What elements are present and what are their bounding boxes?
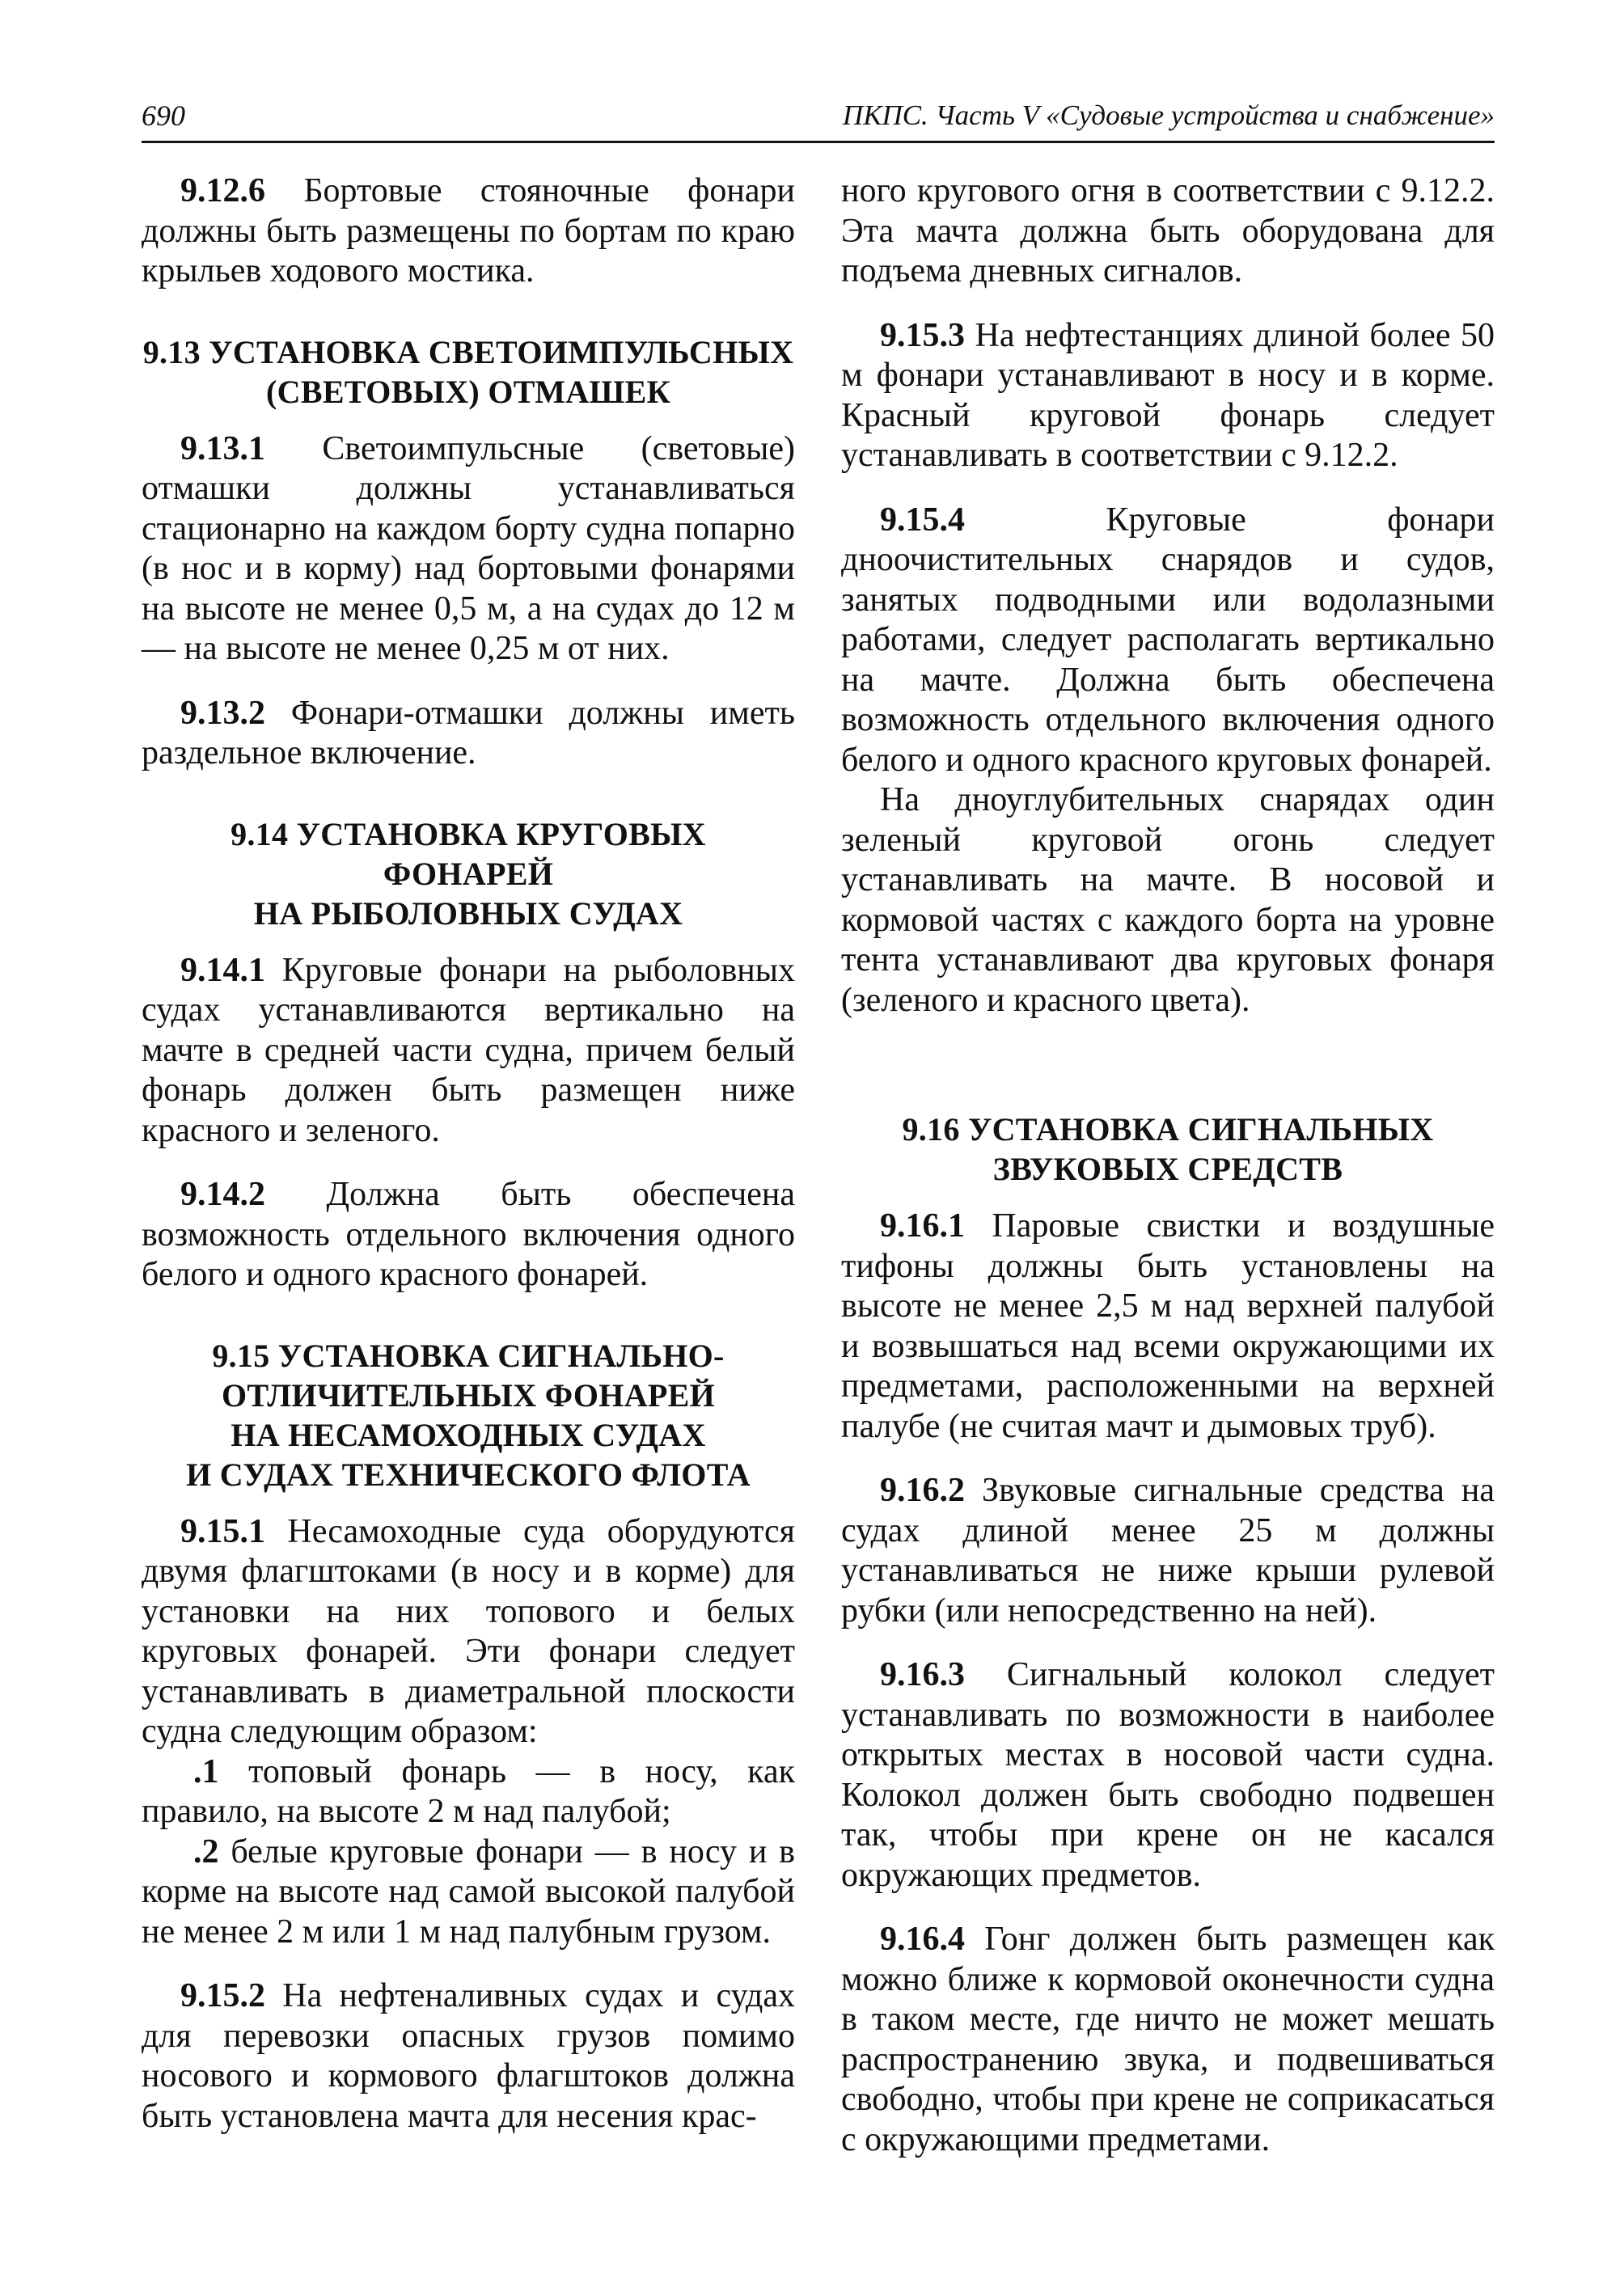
paragraph-dredgers: На дноуглубительных снарядах один зеленый круговой огонь следует устанавливать на мачте. В носовой и кормовой частях с каждого борта на уровне тента устанавливают два круговых фонаря (зеленого и красного цвета). [841, 781, 1495, 1019]
left-column [142, 171, 795, 2137]
list-item-2: .2 белые круговые фонари — в носу и в корме на высоте над самой высокой палубой не менее 2 м или 1 м над палубным грузом. [142, 1832, 795, 1951]
paragraph-9-15-2: 9.15.2 На нефтеналивных судах и судах для перевозки опасных грузов помимо носового и кормового флагштоков должна быть установлена мачта для несения крас- [142, 1977, 795, 2135]
paragraph-9-13-1: 9.13.1 Светоимпульсные (световые) отмашки должны устанавливаться стационарно на каждом борту судна попарно (в нос и в корму) над бортовыми фонарями на высоте не менее 0,5 м, а на судах до 12 м — на высоте не менее 0,25 м от них. [142, 429, 795, 667]
heading-9-15: 9.15 УСТАНОВКА СИГНАЛЬНО- ОТЛИЧИТЕЛЬНЫХ ФОНАРЕЙ НА НЕСАМОХОДНЫХ СУДАХ И СУДАХ ТЕХНИЧЕСКОГО ФЛОТА [186, 1337, 751, 1493]
header-rule [142, 141, 1495, 143]
paragraph-9-15-1: 9.15.1 Несамоходные суда оборудуются двумя флагштоками (в носу и в корме) для установки на них топового и белых круговых фонарей. Эти фонари следует устанавливать в диаметральной плоскости судна следующим образом: [142, 1512, 795, 1750]
right-column [841, 171, 1495, 2160]
paragraph-9-16-1: 9.16.1 Паровые свистки и воздушные тифоны должны быть установлены на высоте не менее 2,5 м над верхней палубой и возвышаться над всеми окружающими их предметами, расположенными на верхней палубе (не считая мачт и дымовых труб). [841, 1207, 1495, 1445]
heading-9-16: 9.16 УСТАНОВКА СИГНАЛЬНЫХ ЗВУКОВЫХ СРЕДСТВ [902, 1111, 1434, 1187]
paragraph-9-15-4: 9.15.4 Круговые фонари дноочистительных снарядов и судов, занятых подводными или водолазными работами, следует располагать вертикально на мачте. Должна быть обеспечена возможность отдельного включения одного белого и одного красного круговых фонарей. [841, 501, 1495, 779]
paragraph-9-16-3: 9.16.3 Сигнальный колокол следует устанавливать по возможности в наиболее открытых местах в носовой части судна. Колокол должен быть свободно подвешен так, чтобы при крене он не касался окружающих предметов. [841, 1656, 1495, 1894]
paragraph-9-16-2: 9.16.2 Звуковые сигнальные средства на судах длиной менее 25 м должны устанавливаться не ниже крыши рулевой рубки (или непосредственно на ней). [841, 1472, 1495, 1629]
paragraph-9-14-1: 9.14.1 Круговые фонари на рыболовных судах устанавливаются вертикально на мачте в средней части судна, причем белый фонарь должен быть размещен ниже красного и зеленого. [142, 951, 795, 1149]
paragraph-9-12-6: 9.12.6 Бортовые стояночные фонари должны быть размещены по бортам по краю крыльев ходового мостика. [142, 172, 795, 290]
running-title: ПКПС. Часть V «Судовые устройства и снабжение» [842, 99, 1495, 131]
paragraph-9-16-4: 9.16.4 Гонг должен быть размещен как можно ближе к кормовой оконечности судна в таком месте, где ничто не может мешать распространению звука, и подвешиваться свободно, чтобы при крене не соприкасаться с окружающими предметами. [841, 1921, 1495, 2158]
paragraph-9-14-2: 9.14.2 Должна быть обеспечена возможность отдельного включения одного белого и одного красного фонарей. [142, 1176, 795, 1293]
list-item-1: .1 топовый фонарь — в носу, как правило, на высоте 2 м над палубой; [142, 1752, 795, 1830]
paragraph-9-15-3: 9.15.3 На нефтестанциях длиной более 50 м фонари устанавливают в носу и в корме. Красный круговой фонарь следует устанавливать в соответствии с 9.12.2. [841, 316, 1495, 474]
paragraph-continuation: ного кругового огня в соответствии с 9.12.2. Эта мачта должна быть оборудована для подъема дневных сигналов. [841, 172, 1495, 290]
heading-9-13: 9.13 УСТАНОВКА СВЕТОИМПУЛЬСНЫХ (СВЕТОВЫХ) ОТМАШЕК [142, 333, 794, 410]
page-number: 690 [142, 99, 185, 132]
heading-9-14: 9.14 УСТАНОВКА КРУГОВЫХ ФОНАРЕЙ НА РЫБОЛОВНЫХ СУДАХ [230, 815, 706, 932]
paragraph-9-13-2: 9.13.2 Фонари-отмашки должны иметь раздельное включение. [142, 694, 795, 771]
